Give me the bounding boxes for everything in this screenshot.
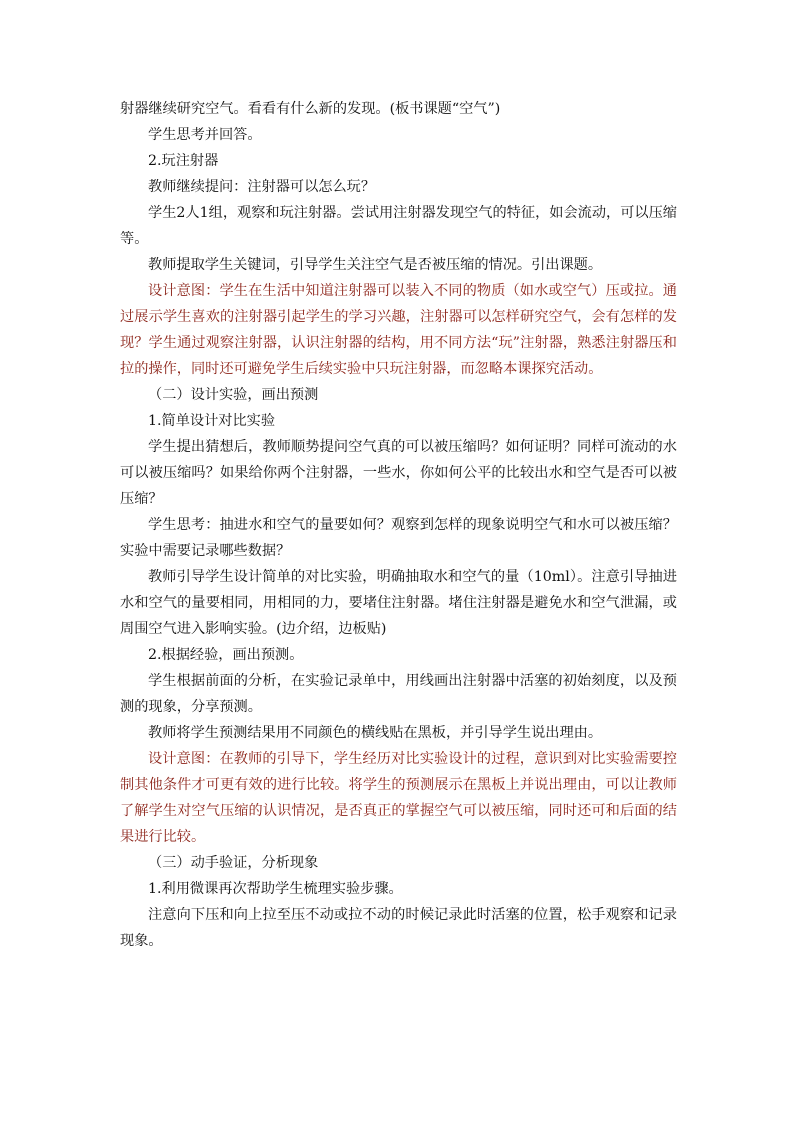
paragraph-continuation: 射器继续研究空气。看看有什么新的发现。(板书课题“空气”): [120, 101, 501, 117]
design-intent-1: 设计意图：学生在生活中知道注射器可以装入不同的物质（如水或空气）压或拉。通过展示学生喜欢的注射器引起学生的学习兴趣，注射器可以怎样研究空气，会有怎样的发现？学生通过观察注射器，认识注射器的结构，用不同方法“玩”注射器，熟悉注射器压和拉的操作，同时还可避免学生后续实验中只玩注射器，而忽略本课探究活动。: [120, 283, 677, 377]
subheading-draw-prediction: 2.根据经验，画出预测。: [148, 647, 304, 663]
section-heading-verify: （三）动手验证，分析现象: [148, 855, 319, 871]
subheading-simple-comparison: 1.简单设计对比实验: [148, 413, 276, 429]
paragraph-student-thinking: 学生思考：抽进水和空气的量要如何？观察到怎样的现象说明空气和水可以被压缩？实验中需要记录哪些数据？: [120, 517, 677, 559]
paragraph-student-answer: 学生思考并回答。: [148, 127, 262, 143]
paragraph-student-prediction: 学生根据前面的分析，在实验记录单中，用线画出注射器中活塞的初始刻度，以及预测的现象，分享预测。: [120, 673, 677, 715]
document-body: [120, 96, 677, 954]
subheading-micro-lesson: 1.利用微课再次帮助学生梳理实验步骤。: [148, 881, 403, 897]
paragraph-teacher-question: 教师继续提问：注射器可以怎么玩？: [148, 179, 376, 195]
paragraph-teacher-keywords: 教师提取学生关键词，引导学生关注空气是否被压缩的情况。引出课题。: [148, 257, 603, 273]
paragraph-teacher-board: 教师将学生预测结果用不同颜色的横线贴在黑板，并引导学生说出理由。: [148, 725, 603, 741]
subheading-play-syringe: 2.玩注射器: [148, 153, 219, 169]
paragraph-hypothesis: 学生提出猜想后，教师顺势提问空气真的可以被压缩吗？如何证明？同样可流动的水可以被压缩吗？如果给你两个注射器，一些水，你如何公平的比较出水和空气是否可以被压缩？: [120, 439, 677, 507]
paragraph-teacher-guidance: 教师引导学生设计简单的对比实验，明确抽取水和空气的量（10ml）。注意引导抽进水和空气的量要相同，用相同的力，要堵住注射器。堵住注射器是避免水和空气泄漏，或周围空气进入影响实验。(边介绍，边板贴): [120, 569, 677, 637]
design-intent-2: 设计意图：在教师的引导下，学生经历对比实验设计的过程，意识到对比实验需要控制其他条件才可更有效的进行比较。将学生的预测展示在黑板上并说出理由，可以让教师了解学生对空气压缩的认识情况，是否真正的掌握空气可以被压缩，同时还可和后面的结果进行比较。: [120, 751, 677, 845]
paragraph-student-groups: 学生2人1组，观察和玩注射器。尝试用注射器发现空气的特征，如会流动，可以压缩等。: [120, 205, 677, 247]
paragraph-observe-record: 注意向下压和向上拉至压不动或拉不动的时候记录此时活塞的位置，松手观察和记录现象。: [120, 907, 677, 949]
section-heading-design-experiment: （二）设计实验，画出预测: [148, 387, 319, 403]
